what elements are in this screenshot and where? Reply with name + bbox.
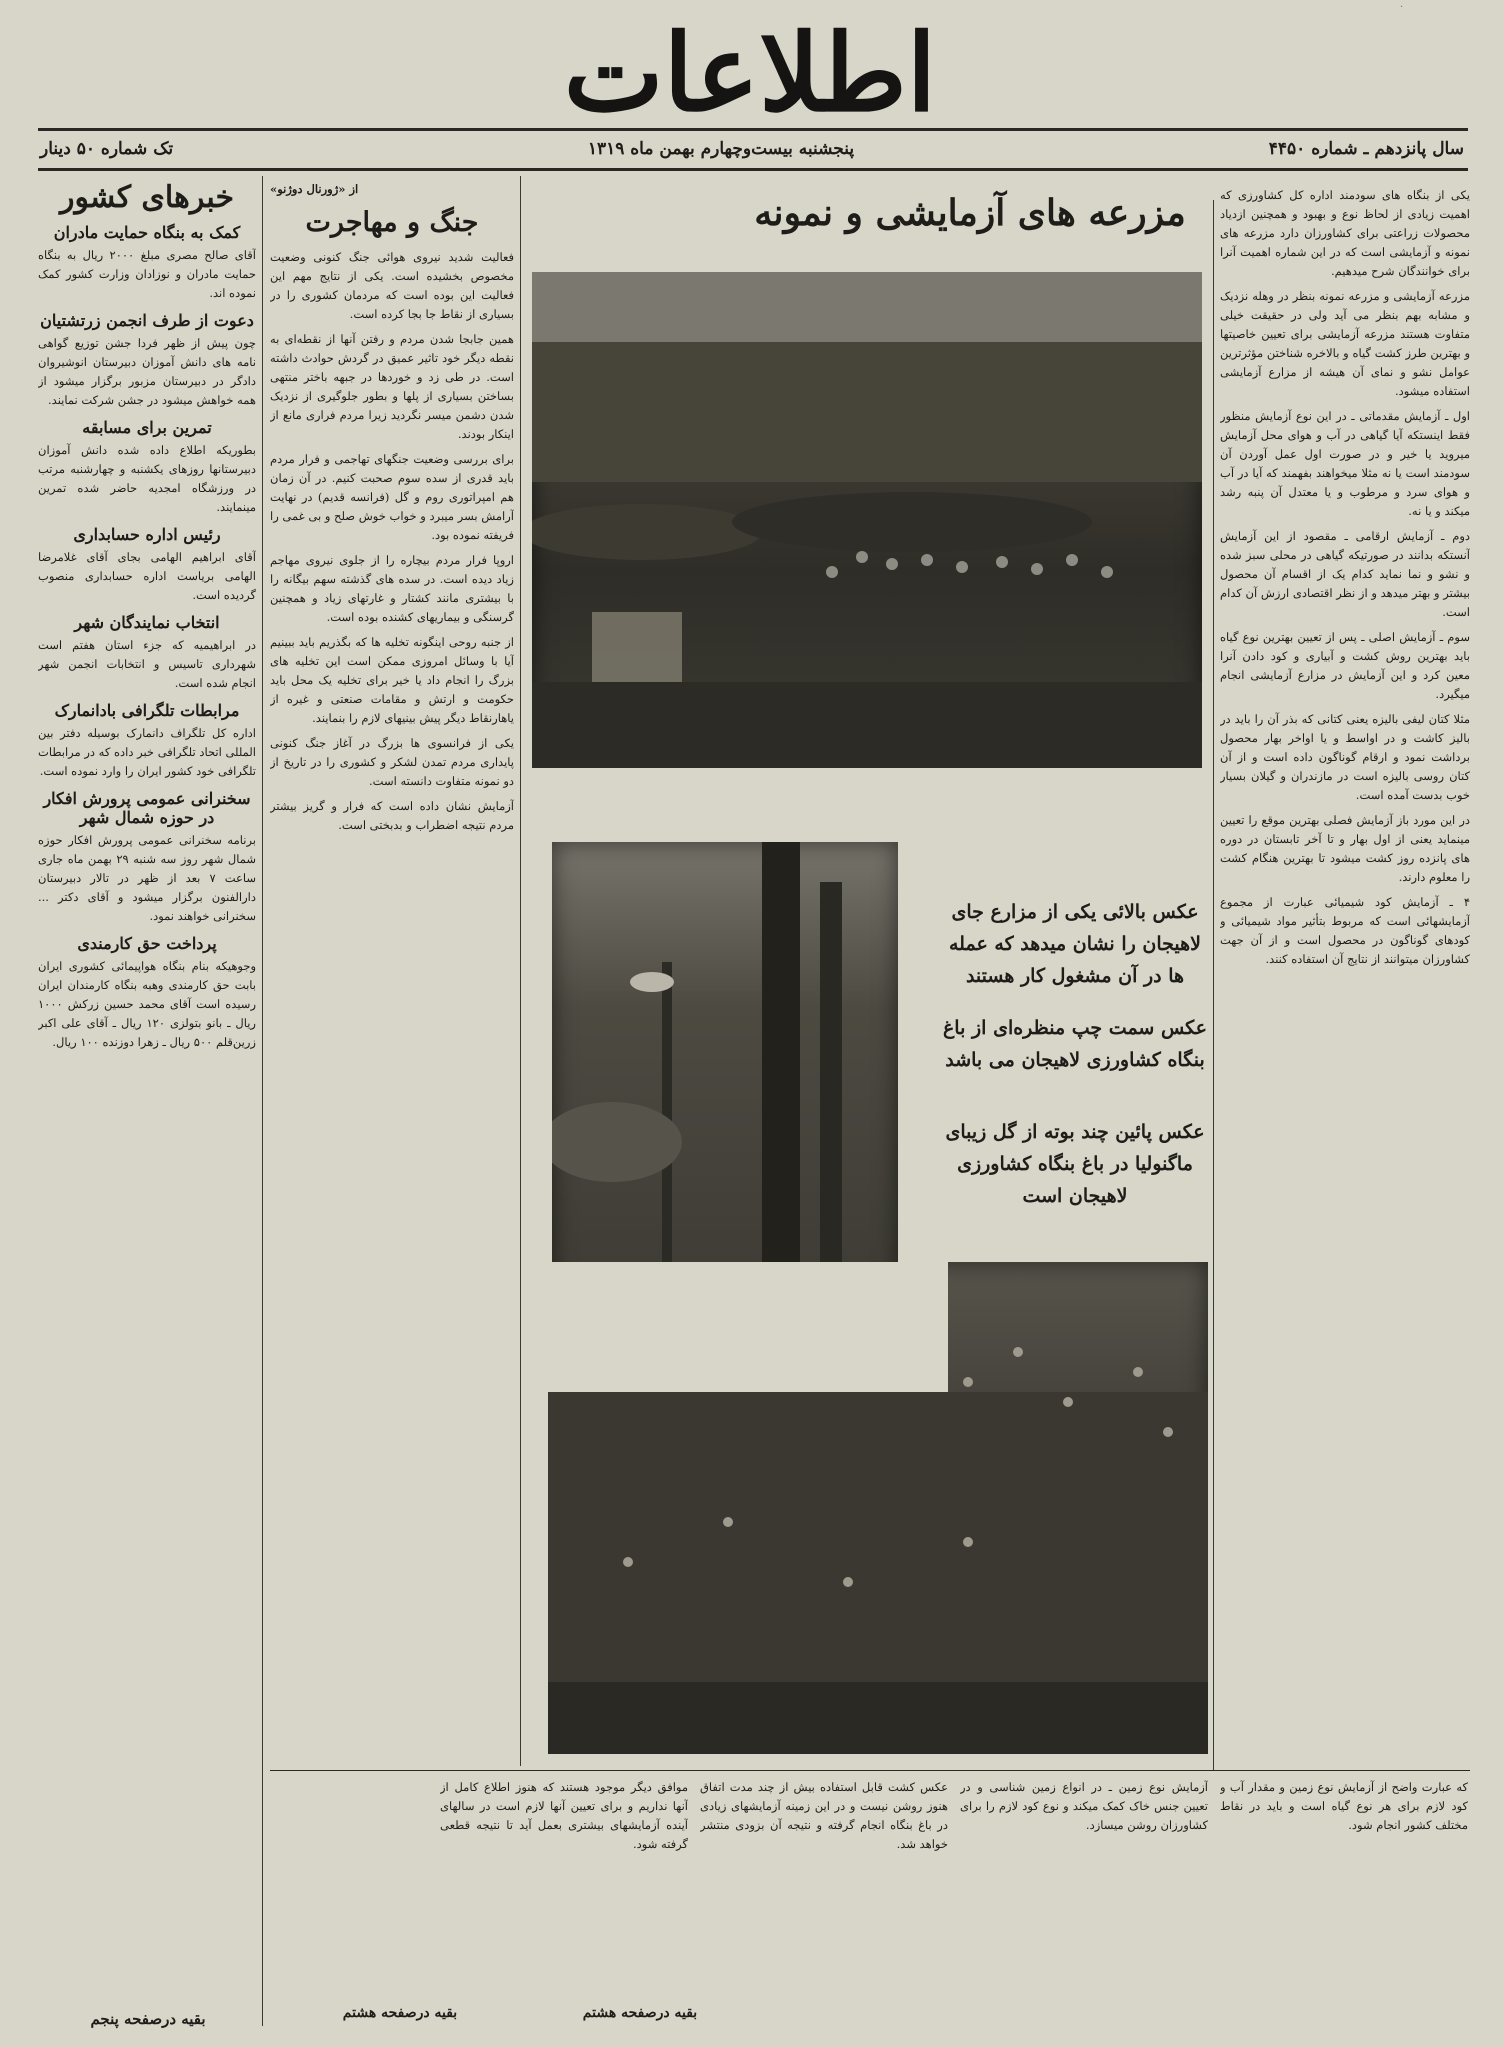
tea-field-photo [532,272,1202,768]
magnolia-image [548,1262,1208,1754]
tea-field-image [532,272,1202,768]
country-news-column [38,180,256,2030]
war-paragraph: اروپا فرار مردم بیچاره را از جلوی نیروی مهاجم زیاد دیده است. در سده های گذشته سهم بیگانه را با بیشتری مانند کشتار و غارتهای زیاد و همچنین گرسنگی و بیماریهای کشنده بوده است. [270,553,514,624]
issue-number: سال پانزدهم ـ شماره ۴۴۵۰ [1268,139,1464,159]
news-body: در ابراهیمیه که جزء استان هفتم است شهرداری تاسیس و انتخابات انجمن شهر انجام شده است. [38,638,256,690]
photo-caption-top: عکس بالائی یکی از مزارع جای لاهیجان را نشان میدهد که عمله ها در آن مشغول کار هستند [948,901,1201,987]
article-paragraph: در این مورد باز آزمایش فصلی بهترین موقع را تعیین مینماید یعنی از اول بهار و تا آخر تابستان در دوره های پانزده روز کشت میشود تا بهترین هنگام کشت را معلوم دارند. [1220,813,1470,884]
magnolia-photo [548,1262,1208,1754]
article-paragraph: اول ـ آزمایش مقدماتی ـ در این نوع آزمایش منظور فقط اینستکه آیا گیاهی در آب و هوای محل آزمایش میروید یا خیر و در صورت اول عمل آوردن آن سودمند است یا نه مثلا میخواهند بفهمند که آیا در آب و هوای سرد و مرطوب و یا معتدل آن پنبه رشد میکند و یا نه. [1220,409,1470,518]
news-headline: سخنرانی عمومی پرورش افکار در حوزه شمال شهر [43,789,251,827]
article-paragraph: سوم ـ آزمایش اصلی ـ پس از تعیین بهترین نوع گیاه باید بهترین روش کشت و آبیاری و کود دادن آنرا معین کرد و این آزمایش در مزارع آزمایشی انجام میگیرد. [1220,630,1470,701]
news-headline: پرداخت حق کارمندی [77,934,217,953]
country-news-continued: بقیه درصفحه پنجم [90,2010,206,2028]
bottom-box-rule [270,1770,1470,1771]
article-paragraph: دوم ـ آزمایش ارقامی ـ مقصود از این آزمایش آنستکه بدانند در صورتیکه گیاهی در محلی سبز شده و نشو و نما نماید کدام یک از اقسام آن محصول بیشتر و بهتر میدهد و از نظر اقتصادی ارزش آن کدام است. [1220,529,1470,619]
news-headline: رئیس اداره حسابداری [73,525,221,544]
issue-date: پنجشنبه بیست‌وچهارم بهمن ماه ۱۳۱۹ [587,139,855,159]
issue-rule [38,168,1468,171]
article-paragraph: ۴ ـ آزمایش کود شیمیائی عبارت از مجموع آزمایشهائی است که مربوط بتأثیر مواد شیمیائی و کودهای گوناگون در محصول است و از آن جهت کشاورزان میتوانند از نتایج آن استفاده کنند. [1220,895,1470,966]
war-paragraph: آزمایش نشان داده است که فرار و گریز بیشتر مردم نتیجه اضطراب و بدبختی است. [270,799,514,832]
article-intro: یکی از بنگاه های سودمند اداره کل کشاورزی که اهمیت زیادی از لحاظ نوع و بهبود و همچنین ازدیاد محصولات زراعتی برای کشاورزان دارد مزرعه های نمونه و آزمایشی است که در این شماره اهمیت آنرا برای خوانندگان شرح میدهیم. [1220,188,1470,278]
war-article-title: جنگ و مهاجرت [305,207,479,238]
main-article-column [1220,186,1470,1776]
news-body: اداره کل تلگراف دانمارک بوسیله دفتر بین المللی اتحاد تلگرافی خبر داده که در مرابطات تلگرافی خود کشور ایران را وارد نموده است. [38,726,256,778]
masthead-rule [38,128,1468,131]
war-article-source: از «ژورنال دوژنو» [270,182,359,196]
article-paragraph: مزرعه آزمایشی و مزرعه نمونه بنظر در وهله نزدیک و مشابه بهم بنظر می آید ولی در حقیقت خیلی متفاوت هستند مزرعه آزمایشی برای تعیین خاصیتها و بهترین طرز کشت گیاه و بالاخره شناختن مؤثرترین عوامل نشو و نمای آن هیشه از مزارع آزمایشی استفاده میشود. [1220,289,1470,398]
war-article-column [270,180,514,1750]
country-news-title: خبرهای کشور [59,180,235,215]
issue-price: تک شماره ۵۰ دینار [40,139,174,159]
main-article-title: مزرعه های آزمایشی و نمونه [754,192,1186,234]
news-body: برنامه سخنرانی عمومی پرورش افکار حوزه شمال شهر روز سه شنبه ۲۹ بهمن ماه جاری ساعت ۷ بعد از ظهر در تالار دبیرستان دارالفنون برگزار میشود و آقای دکتر ... سخنرانی خواهند نمود. [38,833,256,923]
news-headline: تمرین برای مسابقه [82,418,212,437]
column-rule [1213,200,1214,1770]
bottom-box-col-1: که عبارت واضح از آزمایش نوع زمین و مقدار آب و کود لازم برای هر نوع گیاه است و باید در نقاط مختلف کشور انجام شود. [1220,1780,1468,1832]
masthead-title: اطلاعات [563,10,937,135]
war-paragraph: فعالیت شدید نیروی هوائی جنگ کنونی وضعیت مخصوص بخشیده است. یکی از نتایج مهم این فعالیت این بوده است که مردمان کشوری را در بسیاری از نقاط جا بجا کرده است. [270,250,514,321]
column-rule [520,176,521,1766]
news-body: آقای صالح مصری مبلغ ۲۰۰۰ ریال به بنگاه حمایت مادران و نوزادان وزارت کشور کمک نموده اند. [38,248,256,300]
column-rule [262,176,263,2026]
photo-caption-magnolia: عکس پائین چند بوته از گل زیبای ماگنولیا در باغ بنگاه کشاورزی لاهیجان است [945,1121,1205,1207]
news-headline: مرابطات تلگرافی بادانمارک [54,701,240,720]
bottom-box-col-4: موافق دیگر موجود هستند که هنوز اطلاع کامل از آنها نداریم و برای تعیین آنها لازم است در سالهای آینده آزمایشهای بیشتری بعمل آید تا نتیجه قطعی گرفته شود. [440,1780,688,1851]
bottom-box-col-2: آزمایش نوع زمین ـ در انواع زمین شناسی و در تعیین جنس خاک کمک میکند و نوع کود لازم را برای کشاورزان روشن میسازد. [960,1780,1208,1832]
war-paragraph: یکی از فرانسوی ها بزرگ در آغاز جنگ کنونی پایداری مردم تمدن لشکر و کشوری را در تاریخ از دو نمونه متفاوت دانسته است. [270,736,514,788]
news-headline: دعوت از طرف انجمن زرتشتیان [40,311,254,330]
war-article-continued: بقیه درصفحه هشتم [342,2005,458,2021]
news-body: بطوریکه اطلاع داده شده دانش آموزان دبیرستانها روزهای یکشنبه و چهارشنبه مرتب در ورزشگاه امجدیه حاضر شده تمرین مینمایند. [38,443,256,514]
article-paragraph: مثلا کتان لیفی بالیزه یعنی کتانی که بذر آن را باید در بالیز کاشت و در اواسط و یا اواخر بهار محصول برداشت نمود و ارقام گوناگون داده است و از آن کتان روسی بالیزه است در مازندران و گیلان بسیار خوب بدست آمده است. [1220,712,1470,802]
news-body: آقای ابراهیم الهامی بجای آقای غلامرضا الهامی بریاست اداره حسابداری منصوب گردیده است. [38,550,256,602]
news-headline: کمک به بنگاه حمایت مادران [53,223,241,242]
photo-caption-left: عکس سمت چپ منظره‌ای از باغ بنگاه کشاورزی لاهیجان می باشد [942,1017,1208,1071]
war-paragraph: همین جابجا شدن مردم و رفتن آنها از نقطه‌ای به نقطه دیگر خود تاثیر عمیق در گردش حوادث داشته است. در طی زد و خوردها در جبهه باختر منتهی بساختن بسیاری از پلها و بطور جلوگیری از نزدیک شدن دشمن میسر نگردید زیرا مردم فراری مانع از اینکار بودند. [270,332,514,441]
war-paragraph: از جنبه روحی اینگونه تخلیه ها که بگذریم باید ببینیم آیا با وسائل امروزی ممکن است این تخلیه های بزرگ را انجام داد یا خیر برای تخلیه یک محل باید حکومت و ارتش و مقامات صنعتی و غیره از یاهارنقاط دیگر پیش بینیهای لازم را بنمایند. [270,635,514,725]
news-body: چون پیش از ظهر فردا جشن توزیع گواهی نامه های دانش آموزان دبیرستان انوشیروان دادگر در دبیرستان مزبور برگزار میشود از همه خواهش میشود در جشن شرکت نمایند. [38,336,256,407]
news-headline: انتخاب نمایندگان شهر [74,613,220,632]
main-article-continued: بقیه درصفحه هشتم [582,2005,698,2021]
war-paragraph: برای بررسی وضعیت جنگهای تهاجمی و فرار مردم باید قدری از سده سوم صحبت کنیم. در آن زمان هم امپراتوری روم و گل (فرانسه قدیم) در نهایت آرامش بسر میبرد و خواب خوش صلح و بی غمی را فریفته نموده بود. [270,452,514,542]
bottom-box-col-3: عکس کشت قابل استفاده بیش از چند مدت اتفاق هنوز روشن نیست و در این زمینه آزمایشهای زیادی در باغ بنگاه انجام گرفته و نتیجه آن بزودی منتشر خواهد شد. [700,1780,948,1851]
archive-mark: · [1400,2,1404,13]
issue-bar [40,132,1464,166]
news-body: وجوهیکه بنام بنگاه هواپیمائی کشوری ایران بابت حق کارمندی وهبه بنگاه کارمندان ایران رسیده است آقای محمد حسین زرکش ۱۰۰۰ ریال ـ بانو بتولزی ۱۲۰ ریال ـ آقای علی اکبر زرین‌قلم ۵۰۰ ریال ـ زهرا دوزنده ۱۰۰ ریال. [38,959,256,1049]
